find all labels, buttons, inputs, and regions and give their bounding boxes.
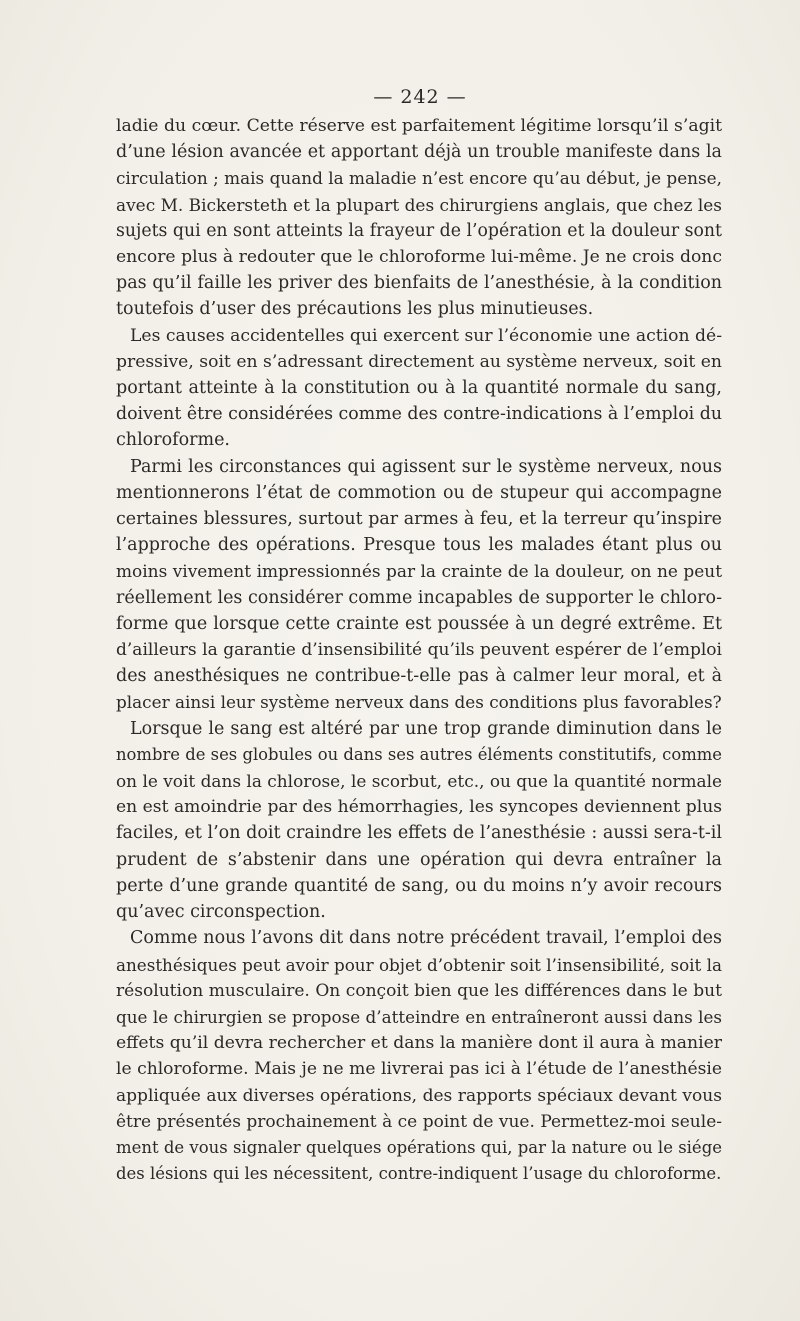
text-line: moins vivement impressionnés par la crainte de la douleur, on ne peut (116, 561, 722, 582)
text-line: sujets qui en sont atteints la frayeur de l’opération et la douleur sont (116, 220, 722, 241)
text-line: placer ainsi leur système nerveux dans des conditions plus favorables? (116, 692, 722, 713)
text-line: portant atteinte à la constitution ou à la quantité normale du sang, (116, 378, 722, 399)
text-line: anesthésiques peut avoir pour objet d’obtenir soit l’insensibilité, soit la (116, 954, 722, 975)
text-line: Comme nous l’avons dit dans notre précédent travail, l’emploi des (130, 928, 722, 949)
paragraph (116, 716, 722, 926)
text-line: le chloroforme. Mais je ne me livrerai pas ici à l’étude de l’anesthésie (116, 1059, 722, 1080)
text-line: toutefois d’user des précautions les plus minutieuses. (116, 299, 594, 320)
paragraph (116, 925, 722, 1187)
text-line: en est amoindrie par des hémorrhagies, les syncopes deviennent plus (116, 797, 722, 818)
text-line: effets qu’il devra rechercher et dans la manière dont il aura à manier (116, 1033, 722, 1054)
text-line: appliquée aux diverses opérations, des rapports spéciaux devant vous (116, 1085, 722, 1106)
text-line: nombre de ses globules ou dans ses autres éléments constitutifs, comme (116, 744, 722, 764)
paragraph (116, 323, 722, 454)
page-number: — 242 — (373, 86, 467, 108)
text-line: que le chirurgien se propose d’atteindre en entraîneront aussi dans les (116, 1006, 722, 1027)
text-line: l’approche des opérations. Presque tous les malades étant plus ou (116, 535, 722, 556)
text-line: prudent de s’abstenir dans une opération qui devra entraîner la (116, 849, 722, 870)
text-line: Parmi les circonstances qui agissent sur le système nerveux, nous (130, 456, 722, 477)
body-text (116, 113, 722, 1187)
text-line: d’une lésion avancée et apportant déjà un trouble manifeste dans la (116, 142, 722, 163)
paragraph (116, 113, 722, 323)
text-line: forme que lorsque cette crainte est poussée à un degré extrême. Et (116, 613, 722, 634)
text-line: être présentés prochainement à ce point de vue. Permettez-moi seule- (116, 1111, 722, 1132)
text-line: mentionnerons l’état de commotion ou de stupeur qui accompagne (116, 482, 722, 503)
text-line: Lorsque le sang est altéré par une trop grande diminution dans le (130, 718, 722, 739)
text-line: avec M. Bickersteth et la plupart des chirurgiens anglais, que chez les (116, 194, 722, 215)
text-line: qu’avec circonspection. (116, 902, 326, 923)
text-line: on le voit dans la chlorose, le scorbut, etc., ou que la quantité normale (116, 771, 722, 792)
text-line: ladie du cœur. Cette réserve est parfaitement légitime lorsqu’il s’agit (116, 116, 722, 136)
text-line: pressive, soit en s’adressant directement au système nerveux, soit en (116, 351, 722, 372)
text-line: certaines blessures, surtout par armes à feu, et la terreur qu’inspire (116, 509, 722, 530)
text-line: pas qu’il faille les priver des bienfaits de l’anesthésie, à la condition (116, 273, 722, 294)
text-line: encore plus à redouter que le chloroforme lui-même. Je ne crois donc (116, 247, 722, 268)
text-line: d’ailleurs la garantie d’insensibilité qu’ils peuvent espérer de l’emploi (116, 640, 722, 661)
text-line: des lésions qui les nécessitent, contre-indiquent l’usage du chloroforme. (116, 1164, 722, 1184)
text-line: faciles, et l’on doit craindre les effets de l’anesthésie : aussi sera-t-il (116, 823, 722, 844)
text-line: chloroforme. (116, 430, 230, 451)
text-line: ment de vous signaler quelques opérations qui, par la nature ou le siége (116, 1137, 722, 1157)
text-line: doivent être considérées comme des contre-indications à l’emploi du (116, 404, 722, 425)
text-line: circulation ; mais quand la maladie n’est encore qu’au début, je pense, (116, 168, 722, 189)
text-line: Les causes accidentelles qui exercent sur l’économie une action dé- (130, 325, 722, 346)
text-line: réellement les considérer comme incapables de supporter le chloro- (116, 587, 722, 608)
text-line: résolution musculaire. On conçoit bien que les différences dans le but (116, 980, 722, 1001)
text-line: des anesthésiques ne contribue-t-elle pas à calmer leur moral, et à (116, 666, 722, 687)
text-line: perte d’une grande quantité de sang, ou du moins n’y avoir recours (116, 875, 722, 896)
paragraph (116, 454, 722, 716)
